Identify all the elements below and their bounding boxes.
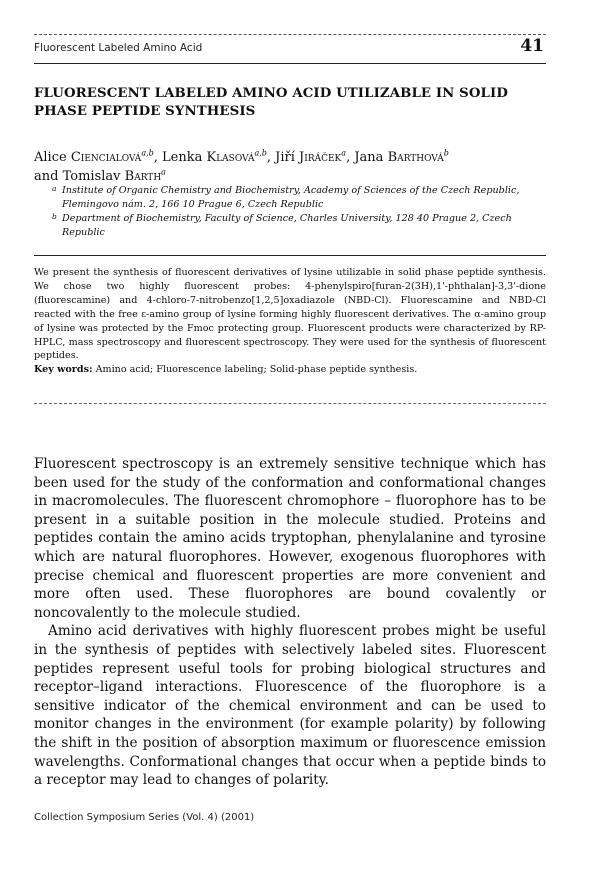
abstract-text: We present the synthesis of fluorescent derivatives of lysine utilizable in solid phase peptide synthesis. We chose two highly fluorescent probes: 4-phenylspiro[furan-2(3H),1'-phthalan]-3,3'-dione (fluorescamine) and 4-chloro-7-nitrobenzo[1,2,5]oxadiazole (NBD-Cl). Fluorescamine and NBD-Cl reacted with the free ε-amino group of lysine forming highly fluorescent derivatives. The α-amino group of lysine was protected by the Fmoc protecting group. Fluorescent products were characterized by RP-HPLC, mass spectroscopy and fluorescent spectroscopy. They were used for the synthesis of fluorescent peptides. [34, 267, 546, 362]
keywords-text: Amino acid; Fluorescence labeling; Solid-phase peptide synthesis. [95, 364, 418, 376]
footer-citation: Collection Symposium Series (Vol. 4) (2001) [34, 812, 255, 823]
author-1: Alice Ciencialová$^{a,b}$, [34, 148, 163, 165]
authors-and: and [34, 169, 59, 184]
body-text [34, 455, 546, 790]
author-3: Jiří Jiráček$^a$, [275, 148, 355, 165]
abstract-top-rule [34, 255, 546, 256]
running-title: Fluorescent Labeled Amino Acid [34, 42, 203, 54]
header-rule [34, 63, 546, 64]
abstract [34, 266, 546, 377]
author-list [34, 148, 554, 186]
affiliation-a: a Institute of Organic Chemistry and Biochemistry, Academy of Sciences of the Czech Republic, Flemingovo nám. 2, 166 10 Prague 6, Czech Republic [52, 184, 520, 210]
keywords-label: Key words: [34, 364, 93, 376]
keywords [34, 363, 546, 377]
affiliation-b: b Department of Biochemistry, Faculty of Science, Charles University, 128 40 Prague 2, Czech Republic [52, 212, 512, 238]
body-paragraph-2: Amino acid derivatives with highly fluorescent probes might be useful in the synthesis of peptides with selectively labeled sites. Fluorescent peptides represent useful tools for probing biological structures and receptor–ligand interactions. Fluorescence of the fluorophore is a sensitive indicator of the chemical environment and can be used to monitor changes in the environment (for example polarity) by following the shift in the position of absorption maximum or fluorescence emission wavelengths. Conformational changes that occur when a peptide binds to a receptor may lead to changes of polarity. [34, 623, 546, 789]
affiliations [52, 184, 552, 240]
author-4: Jana Barthová$^b$ [354, 148, 449, 165]
article-title: FLUORESCENT LABELED AMINO ACID UTILIZABLE IN SOLID PHASE PEPTIDE SYNTHESIS [34, 86, 508, 119]
page-number: 41 [520, 36, 544, 56]
author-2: Lenka Klasová$^{a,b}$, [162, 148, 276, 165]
body-paragraph-1: Fluorescent spectroscopy is an extremely sensitive technique which has been used for the study of the conformation and conformational changes in macromolecules. The fluorescent chromophore – fluorophore has to be present in a suitable position in the molecule studied. Proteins and peptides contain the amino acids tryptophan, phenylalanine and tyrosine which are natural fluorophores. However, exogenous fluorophores with precise chemical and fluorescent properties are more convenient and more often used. These fluorophores are bound covalently or noncovalently to the molecule studied. [34, 456, 546, 621]
running-head [34, 34, 546, 55]
author-5: Tomislav Barth$^a$ [62, 167, 166, 184]
abstract-bottom-rule [34, 403, 546, 404]
